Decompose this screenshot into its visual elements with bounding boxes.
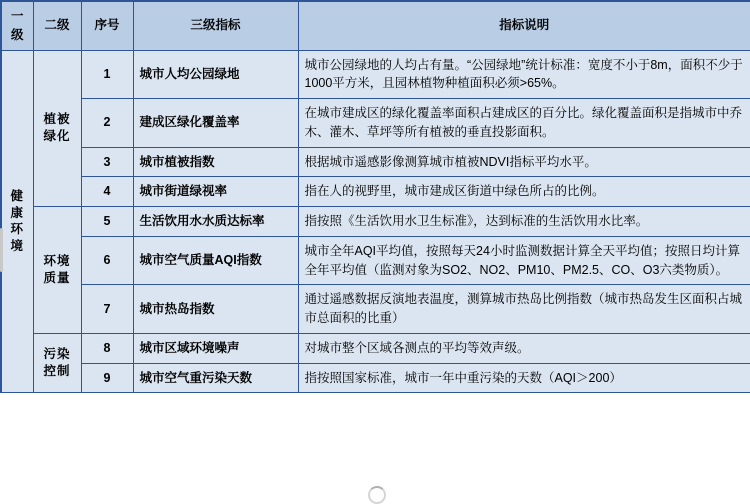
- loading-spinner-icon: [368, 486, 386, 504]
- description-cell: 根据城市遥感影像测算城市植被NDVI指标平均水平。: [298, 147, 750, 177]
- table-header-row: [1, 1, 750, 50]
- table-row: [1, 147, 750, 177]
- level2-cell-vegetation: 植被绿化: [33, 50, 81, 207]
- table-row: [1, 177, 750, 207]
- level3-indicator-cell: 生活饮用水水质达标率: [133, 207, 298, 237]
- description-cell: 城市公园绿地的人均占有量。“公园绿地”统计标准：宽度不小于8m，面积不少于1000平方米，且园林植物种植面积必须>65%。: [298, 50, 750, 99]
- level3-indicator-cell: 城市空气重污染天数: [133, 363, 298, 393]
- column-header-sequence: 序号: [81, 1, 133, 50]
- sequence-cell: 5: [81, 207, 133, 237]
- level2-cell-environment-quality: 环境质量: [33, 207, 81, 334]
- table-row: [1, 285, 750, 334]
- description-cell: 对城市整个区域各测点的平均等效声级。: [298, 333, 750, 363]
- level3-indicator-cell: 城市人均公园绿地: [133, 50, 298, 99]
- description-cell: 指在人的视野里，城市建成区街道中绿色所占的比例。: [298, 177, 750, 207]
- level3-indicator-cell: 城市植被指数: [133, 147, 298, 177]
- level3-indicator-cell: 城市空气质量AQI指数: [133, 236, 298, 285]
- description-cell: 指按照《生活饮用水卫生标准》，达到标准的生活饮用水比率。: [298, 207, 750, 237]
- sequence-cell: 6: [81, 236, 133, 285]
- description-cell: 在城市建成区的绿化覆盖率面积占建成区的百分比。绿化覆盖面积是指城市中乔木、灌木、草坪等所有植被的垂直投影面积。: [298, 99, 750, 148]
- table-row: [1, 363, 750, 393]
- sequence-cell: 9: [81, 363, 133, 393]
- level3-indicator-cell: 城市区域环境噪声: [133, 333, 298, 363]
- description-cell: 指按照国家标准，城市一年中重污染的天数（AQI＞200）: [298, 363, 750, 393]
- sequence-cell: 3: [81, 147, 133, 177]
- level3-indicator-cell: 建成区绿化覆盖率: [133, 99, 298, 148]
- sequence-cell: 4: [81, 177, 133, 207]
- column-header-level1: 一级: [1, 1, 33, 50]
- level1-cell-health-environment: 健康环境: [1, 50, 33, 393]
- table-row: [1, 99, 750, 148]
- sequence-cell: 8: [81, 333, 133, 363]
- table-body: [1, 50, 750, 393]
- table-row: [1, 333, 750, 363]
- table-row: [1, 50, 750, 99]
- level3-indicator-cell: 城市街道绿视率: [133, 177, 298, 207]
- scroll-indicator[interactable]: [0, 228, 3, 272]
- table-row: [1, 207, 750, 237]
- description-cell: 城市全年AQI平均值，按照每天24小时监测数据计算全天平均值；按照日均计算全年平均值（监测对象为SO2、NO2、PM10、PM2.5、CO、O3六类物质）。: [298, 236, 750, 285]
- sequence-cell: 7: [81, 285, 133, 334]
- column-header-level2: 二级: [33, 1, 81, 50]
- column-header-description: 指标说明: [298, 1, 750, 50]
- sequence-cell: 1: [81, 50, 133, 99]
- description-cell: 通过遥感数据反演地表温度，测算城市热岛比例指数（城市热岛发生区面积占城市总面积的比重）: [298, 285, 750, 334]
- level3-indicator-cell: 城市热岛指数: [133, 285, 298, 334]
- level2-cell-pollution-control: 污染控制: [33, 333, 81, 393]
- table-header: [1, 1, 750, 50]
- sequence-cell: 2: [81, 99, 133, 148]
- column-header-level3: 三级指标: [133, 1, 298, 50]
- table-row: [1, 236, 750, 285]
